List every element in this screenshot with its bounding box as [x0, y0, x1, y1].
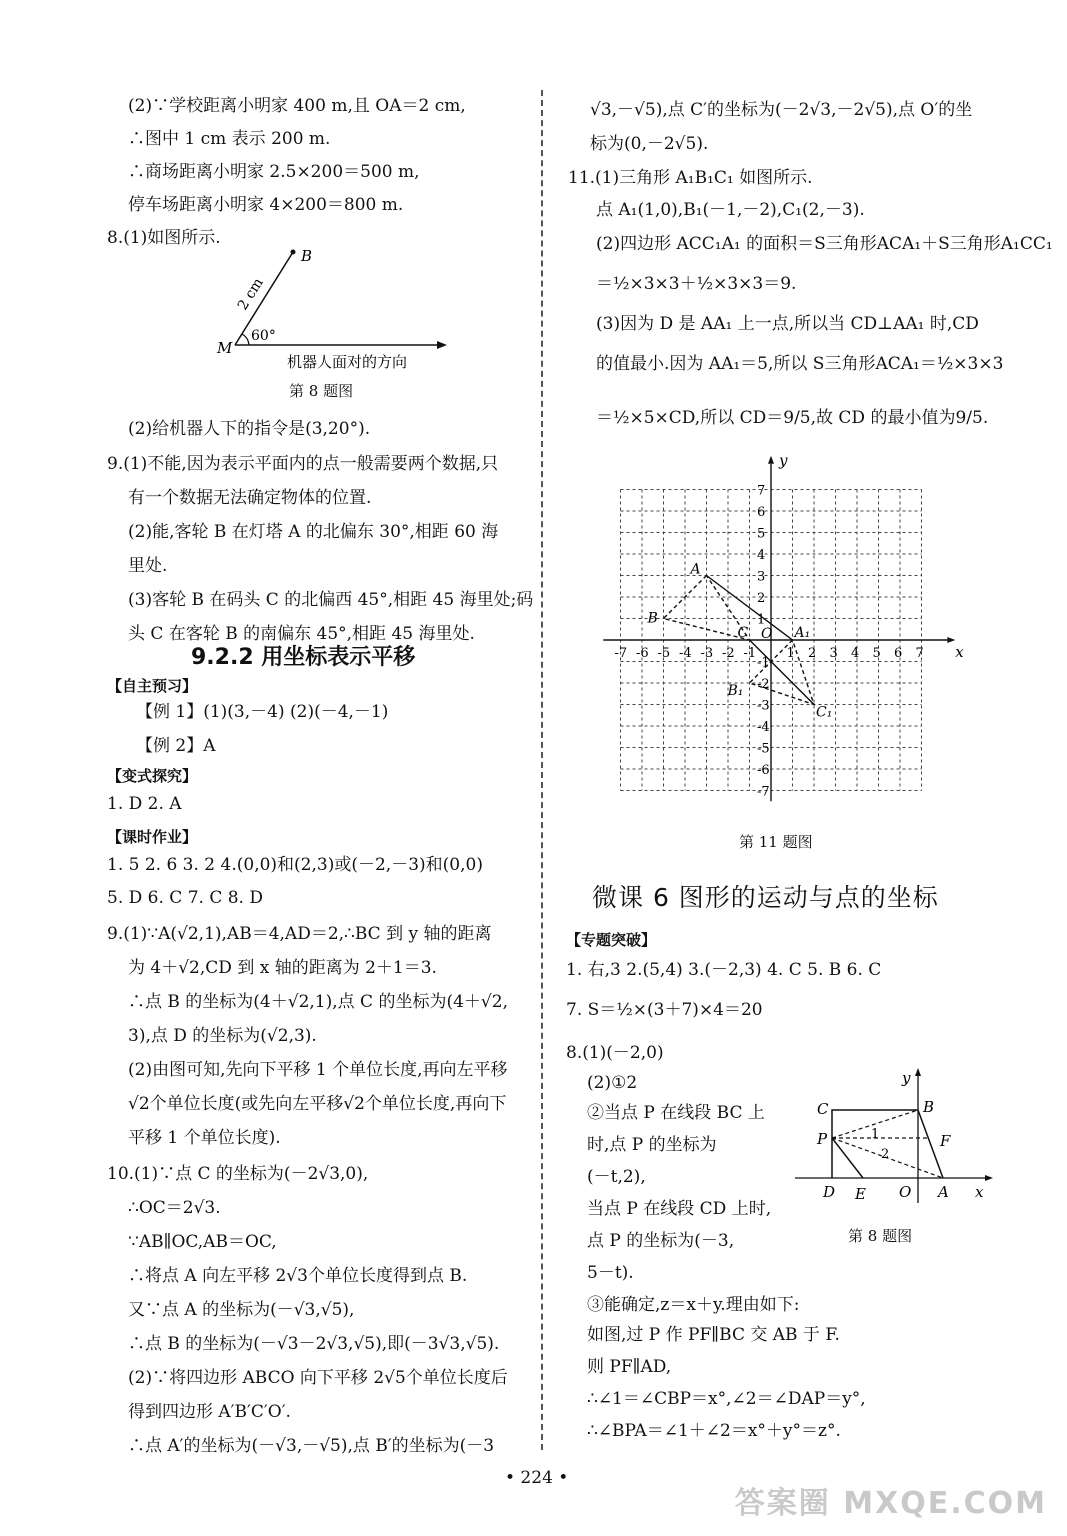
text-line: (2)由图可知,先向下平移 1 个单位长度,再向左平移 — [128, 1060, 508, 1080]
section-tag: 【专题突破】 — [566, 931, 657, 949]
y-tick-label: -7 — [757, 784, 770, 800]
text-line: ＝½×5×CD,所以 CD＝9/5,故 CD 的最小值为9/5. — [596, 408, 989, 428]
text-line: 5. D 6. C 7. C 8. D — [107, 888, 263, 908]
svg-text:B: B — [923, 1098, 935, 1116]
label-length: 2 cm — [234, 275, 267, 314]
label-m: M — [217, 339, 233, 357]
figure-8-rectangle — [795, 1068, 995, 1208]
text-line: 点 A₁(1,0),B₁(－1,－2),C₁(2,－3). — [596, 200, 865, 220]
point-b — [291, 250, 296, 255]
text-line: 如图,过 P 作 PF∥BC 交 AB 于 F. — [587, 1325, 840, 1345]
x-tick-label: 5 — [872, 646, 881, 661]
micro-lesson-title: 微课 6 图形的运动与点的坐标 — [592, 883, 939, 912]
angle-arc — [242, 334, 249, 345]
text-line: ∴点 B 的坐标为(－√3－2√3,√5),即(－3√3,√5). — [128, 1334, 500, 1354]
arrow-head — [437, 341, 447, 349]
x-tick-label: -4 — [679, 646, 692, 661]
text-line: ∴将点 A 向左平移 2√3个单位长度得到点 B. — [128, 1266, 468, 1286]
label-direction: 机器人面对的方向 — [287, 353, 408, 371]
point-label-a: A — [690, 561, 701, 578]
svg-text:P: P — [817, 1130, 828, 1148]
text-line: 为 4＋√2,CD 到 x 轴的距离为 2＋1＝3. — [128, 958, 437, 978]
text-line: 9.(1)∵A(√2,1),AB＝4,AD＝2,∴BC 到 y 轴的距离 — [107, 924, 492, 944]
svg-text:2: 2 — [881, 1147, 890, 1162]
x-tick-label: 3 — [829, 646, 838, 661]
x-tick-label: -2 — [722, 646, 735, 661]
text-line: 10.(1)∵点 C 的坐标为(－2√3,0), — [107, 1164, 369, 1184]
section-tag: 【自主预习】 — [107, 677, 198, 695]
point-label-a1: A₁ — [794, 625, 811, 641]
y-tick-label: -3 — [757, 698, 770, 714]
figure-caption: 第 8 题图 — [848, 1227, 913, 1245]
text-line: 时,点 P 的坐标为 — [587, 1135, 717, 1155]
text-line: (3)客轮 B 在码头 C 的北偏西 45°,相距 45 海里处;码 — [128, 590, 534, 610]
text-line: (3)因为 D 是 AA₁ 上一点,所以当 CD⊥AA₁ 时,CD — [596, 314, 979, 334]
text-line: 又∵点 A 的坐标为(－√3,√5), — [128, 1300, 355, 1320]
y-tick-label: 3 — [757, 569, 766, 585]
x-tick-label: -6 — [636, 646, 649, 661]
text-line: 9.(1)不能,因为表示平面内的点一般需要两个数据,只 — [107, 454, 499, 474]
text-line: 3),点 D 的坐标为(√2,3). — [128, 1026, 317, 1046]
y-axis-label: y — [779, 451, 788, 470]
text-line: 8.(1)如图所示. — [107, 228, 221, 248]
text-line: (2)给机器人下的指令是(3,20°). — [128, 419, 371, 439]
svg-text:y: y — [902, 1069, 911, 1087]
x-tick-label: 1 — [786, 646, 795, 661]
text-line: ∴图中 1 cm 表示 200 m. — [128, 129, 331, 149]
text-line: 有一个数据无法确定物体的位置. — [128, 488, 372, 508]
text-line: ③能确定,z＝x＋y.理由如下: — [587, 1295, 800, 1315]
svg-text:F: F — [940, 1132, 951, 1150]
x-axis-arrow — [947, 637, 955, 643]
text-line: ∴∠BPA＝∠1＋∠2＝x°＋y°＝z°. — [587, 1421, 841, 1441]
page-number: • 224 • — [505, 1468, 569, 1488]
y-tick-label: -6 — [757, 763, 770, 778]
y-tick-label: -1 — [757, 655, 770, 671]
figure-8-robot — [215, 245, 455, 395]
column-divider — [541, 90, 543, 1450]
y-tick-label: 7 — [757, 483, 766, 499]
x-tick-label: 2 — [808, 646, 817, 661]
y-tick-label: 6 — [757, 505, 766, 520]
x-tick-label: -3 — [700, 646, 714, 661]
text-line: (2)①2 — [587, 1073, 638, 1093]
text-line: 停车场距离小明家 4×200＝800 m. — [128, 195, 404, 215]
y-tick-label: 4 — [757, 548, 766, 563]
text-line: ∴∠1＝∠CBP＝x°,∠2＝∠DAP＝y°, — [587, 1389, 866, 1409]
x-tick-label: -5 — [657, 646, 671, 661]
text-line: 1. 5 2. 6 3. 2 4.(0,0)和(2,3)或(－2,－3)和(0,0) — [107, 855, 483, 875]
x-axis-label: x — [955, 643, 964, 661]
text-line: (2)∵学校距离小明家 400 m,且 OA＝2 cm, — [128, 96, 466, 116]
svg-text:C: C — [817, 1100, 829, 1118]
y-axis-arrow — [768, 456, 774, 464]
x-tick-label: -7 — [614, 646, 628, 661]
text-line: 【例 1】(1)(3,－4) (2)(－4,－1) — [136, 702, 389, 722]
x-tick-label: 4 — [851, 646, 860, 661]
text-line: ∴点 B 的坐标为(4＋√2,1),点 C 的坐标为(4＋√2, — [128, 992, 508, 1012]
x-tick-label: 6 — [894, 646, 903, 661]
svg-text:x: x — [975, 1183, 984, 1201]
section-tag: 【课时作业】 — [107, 828, 198, 846]
text-line: 头 C 在客轮 B 的南偏东 45°,相距 45 海里处. — [128, 624, 475, 644]
text-line: 平移 1 个单位长度). — [128, 1128, 281, 1148]
text-line: (2)∵将四边形 ABCO 向下平移 2√5个单位长度后 — [128, 1368, 508, 1388]
svg-text:E: E — [855, 1185, 866, 1203]
text-line: ＝½×3×3＋½×3×3＝9. — [596, 274, 797, 294]
text-line: 1. 右,3 2.(5,4) 3.(－2,3) 4. C 5. B 6. C — [566, 960, 882, 980]
text-line: 则 PF∥AD, — [587, 1357, 672, 1377]
text-line: ∵AB∥OC,AB＝OC, — [128, 1232, 277, 1252]
segment-cc1 — [750, 640, 815, 705]
text-line: 7. S＝½×(3＋7)×4＝20 — [566, 1000, 763, 1020]
y-tick-label: 2 — [757, 591, 766, 606]
x-tick-label: 7 — [915, 646, 924, 661]
text-line: 的值最小.因为 AA₁＝5,所以 S三角形ACA₁＝½×3×3 — [596, 354, 1004, 374]
svg-text:O: O — [899, 1183, 912, 1201]
figure-caption: 第 11 题图 — [739, 833, 813, 851]
text-line: ∴OC＝2√3. — [128, 1198, 221, 1218]
text-line: ②当点 P 在线段 BC 上 — [587, 1103, 765, 1123]
x-tick-label: -1 — [743, 646, 757, 661]
point-label-c1: C₁ — [816, 704, 833, 721]
watermark: 答案圈 MXQE.COM — [734, 1486, 1047, 1521]
text-line: 11.(1)三角形 A₁B₁C₁ 如图所示. — [568, 168, 813, 188]
figure-11-coordinate-grid — [595, 450, 965, 810]
figure-caption: 第 8 题图 — [289, 382, 354, 400]
section-title: 9.2.2 用坐标表示平移 — [191, 645, 416, 670]
text-line: 【例 2】A — [136, 736, 216, 756]
y-tick-label: -2 — [757, 677, 770, 692]
point-label-c: C — [737, 625, 749, 641]
text-line: 5－t). — [587, 1263, 634, 1283]
label-b: B — [301, 247, 313, 265]
text-line: √3,－√5),点 C′的坐标为(－2√3,－2√5),点 O′的坐 — [590, 100, 973, 120]
text-line: 8.(1)(－2,0) — [566, 1043, 664, 1063]
y-tick-label: -5 — [757, 741, 770, 757]
y-tick-label: -4 — [757, 720, 770, 735]
text-line: (2)能,客轮 B 在灯塔 A 的北偏东 30°,相距 60 海 — [128, 522, 499, 542]
text-line: 1. D 2. A — [107, 794, 182, 814]
text-line: 得到四边形 A′B′C′O′. — [128, 1402, 291, 1422]
y-tick-label: 5 — [757, 526, 766, 542]
text-line: (－t,2), — [587, 1167, 646, 1187]
text-line: 标为(0,－2√5). — [590, 134, 709, 154]
point-label-b: B — [647, 610, 658, 627]
y-tick-label: 1 — [757, 612, 766, 628]
text-line: 点 P 的坐标为(－3, — [587, 1231, 735, 1251]
svg-text:D: D — [823, 1183, 836, 1201]
origin-label: O — [761, 626, 773, 642]
text-line: ∴点 A′的坐标为(－√3,－√5),点 B′的坐标为(－3 — [128, 1436, 495, 1456]
text-line: √2个单位长度(或先向左平移√2个单位长度,再向下 — [128, 1094, 507, 1114]
section-tag: 【变式探究】 — [107, 767, 198, 785]
text-line: 当点 P 在线段 CD 上时, — [587, 1199, 772, 1219]
text-line: 里处. — [128, 556, 168, 576]
svg-text:A: A — [938, 1183, 949, 1201]
point-label-b1: B₁ — [727, 683, 744, 699]
label-angle: 60° — [251, 328, 276, 344]
text-line: ∴商场距离小明家 2.5×200＝500 m, — [128, 162, 420, 182]
svg-text:1: 1 — [871, 1127, 880, 1142]
text-line: (2)四边形 ACC₁A₁ 的面积＝S三角形ACA₁＋S三角形A₁CC₁ — [596, 234, 1053, 254]
